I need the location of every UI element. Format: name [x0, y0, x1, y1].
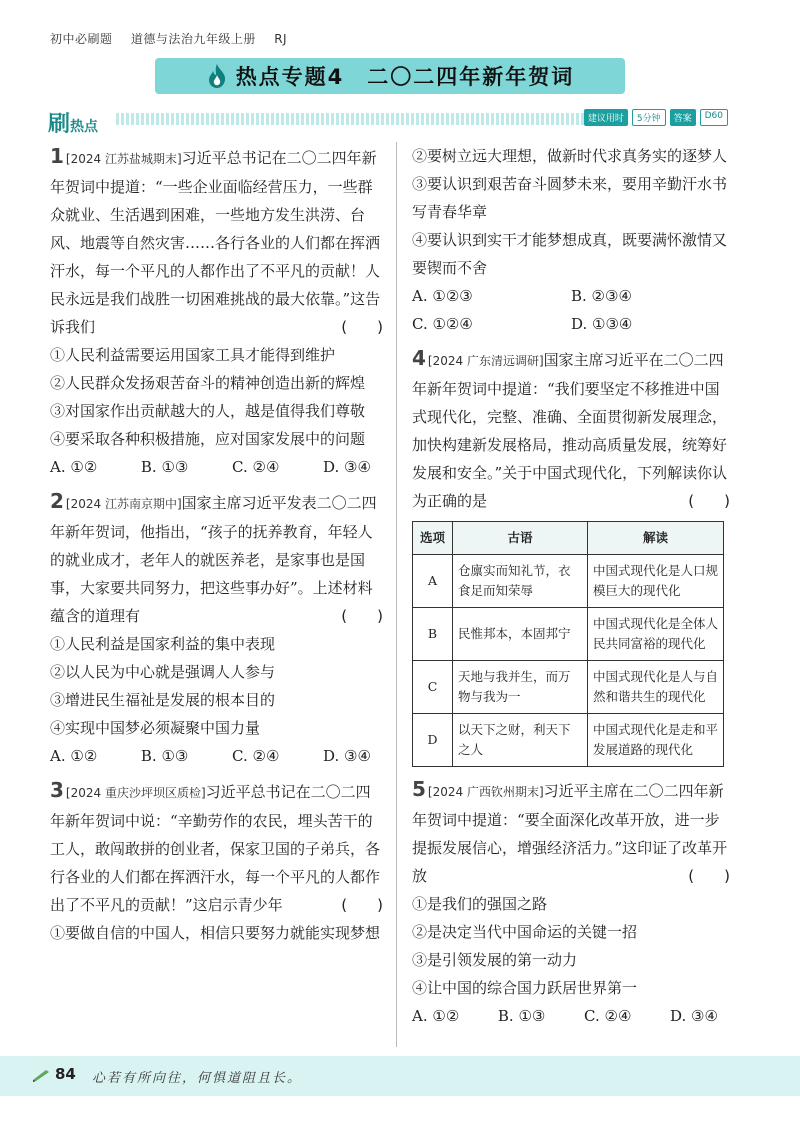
- pen-icon: [32, 1068, 52, 1082]
- running-head: [50, 30, 301, 47]
- answer-blank: ( ): [341, 607, 383, 625]
- choice-c: C. ②④: [232, 458, 280, 476]
- choice-grid: [412, 282, 730, 338]
- edition-tag: RJ: [274, 32, 288, 46]
- answer-blank: ( ): [341, 896, 383, 914]
- answer-blank: ( ): [688, 492, 730, 510]
- question-number: 4: [412, 346, 426, 370]
- answer-blank: ( ): [341, 318, 383, 336]
- table-cell-saying: 天地与我并生，而万物与我为一: [453, 661, 588, 714]
- question-number: 2: [50, 489, 64, 513]
- question-source: [2024 江苏南京期中]: [65, 497, 182, 511]
- question-stem: [50, 142, 383, 341]
- question-stem: [50, 487, 383, 630]
- left-column: [50, 142, 383, 949]
- table-row: [413, 555, 724, 608]
- time-value-badge: 5分钟: [632, 109, 666, 126]
- table-cell-interpretation: 中国式现代化是全体人民共同富裕的现代化: [588, 608, 724, 661]
- table-cell-option: C: [413, 661, 453, 714]
- answer-blank: ( ): [688, 867, 730, 885]
- question-stem: [50, 776, 383, 919]
- question-number: 1: [50, 144, 64, 168]
- choice-row: [50, 453, 383, 481]
- choice-d: D. ①③④: [571, 315, 633, 333]
- choice-b: B. ①③: [140, 458, 189, 476]
- right-column: [412, 142, 730, 1032]
- flame-icon: [206, 63, 228, 89]
- question-source: [2024 广西钦州期末]: [427, 785, 544, 799]
- choice-d: D. ③④: [323, 747, 371, 765]
- option-item: ①要做自信的中国人，相信只要努力就能实现梦想: [50, 924, 381, 942]
- choice-a: A. ①②: [50, 747, 98, 765]
- section-header: [48, 107, 728, 137]
- option-item: ②以人民为中心就是强调人人参与: [50, 663, 276, 681]
- answer-label-badge: 答案: [670, 109, 696, 126]
- question-number: 3: [50, 778, 64, 802]
- table-row: [413, 714, 724, 767]
- choice-a: A. ①②: [412, 1007, 460, 1025]
- page-title: 热点专题4 二〇二四年新年贺词: [235, 65, 575, 89]
- question-source: [2024 重庆沙坪坝区质检]: [65, 786, 206, 800]
- choice-d: D. ③④: [323, 458, 371, 476]
- question-source: [2024 江苏盐城期末]: [65, 152, 182, 166]
- question-4: [412, 344, 730, 767]
- series-name: 初中必刷题: [50, 32, 113, 46]
- table-header: 选项: [413, 522, 453, 555]
- table-header: 古语: [453, 522, 588, 555]
- question-5: [412, 775, 730, 1030]
- question-number: 5: [412, 777, 426, 801]
- option-item: ④要采取各种积极措施，应对国家发展中的问题: [50, 430, 366, 448]
- section-label: [48, 107, 98, 138]
- question-text: 习近平主席在二〇二四年新年贺词中提道：“要全面深化改革开放，进一步提振发展信心，增强经济活力。”这印证了改革开放: [412, 782, 728, 885]
- section-badges: [584, 109, 728, 126]
- section-label-small: 热点: [70, 119, 99, 135]
- option-item: ①人民利益需要运用国家工具才能得到维护: [50, 346, 336, 364]
- option-item: ③对国家作出贡献越大的人，越是值得我们尊敬: [50, 402, 366, 420]
- table-cell-interpretation: 中国式现代化是人与自然和谐共生的现代化: [588, 661, 724, 714]
- question-3: [50, 776, 383, 947]
- table-cell-interpretation: 中国式现代化是人口规模巨大的现代化: [588, 555, 724, 608]
- option-item: ①人民利益是国家利益的集中表现: [50, 635, 276, 653]
- choice-row: [50, 742, 383, 770]
- choice-b: B. ①③: [497, 1007, 546, 1025]
- footer-band: [0, 1056, 800, 1096]
- option-item: ③增进民生福祉是发展的根本目的: [50, 691, 276, 709]
- option-item: ②是决定当代中国命运的关键一招: [412, 923, 638, 941]
- table-cell-saying: 民惟邦本，本固邦宁: [453, 608, 588, 661]
- option-item: ④要认识到实干才能梦想成真，既要满怀激情又要锲而不舍: [412, 231, 728, 277]
- choice-a: A. ①②③: [412, 287, 473, 305]
- choice-row: [412, 1002, 730, 1030]
- question-2: [50, 487, 383, 770]
- question-stem: [412, 344, 730, 515]
- table-cell-option: B: [413, 608, 453, 661]
- question-text: 国家主席习近平在二〇二四年新年贺词中提道：“我们要坚定不移推进中国式现代化，完整、准确、全面贯彻新发展理念，加快构建新发展格局，推动高质量发展，统筹好发展和安全。”关于中国式现代化，下列解读你认为正确的是: [412, 351, 728, 510]
- table-row: [413, 608, 724, 661]
- option-item: ④实现中国梦必须凝聚中国力量: [50, 719, 261, 737]
- choice-c: C. ①②④: [412, 315, 473, 333]
- option-item: ④让中国的综合国力跃居世界第一: [412, 979, 638, 997]
- table-cell-saying: 仓廪实而知礼节，衣食足而知荣辱: [453, 555, 588, 608]
- choice-c: C. ②④: [584, 1007, 632, 1025]
- question-text: 习近平总书记在二〇二四年新年贺词中说：“辛勤劳作的农民，埋头苦干的工人，敢闯敢拼的创业者，保家卫国的子弟兵，各行各业的人们都在挥洒汗水，每一个平凡的人都作出了不平凡的贡献！”这启示青少年: [50, 783, 381, 914]
- section-divider-stripe: [116, 113, 616, 125]
- interpretation-table: [412, 521, 724, 767]
- table-cell-option: D: [413, 714, 453, 767]
- question-1: [50, 142, 383, 481]
- table-header-row: [413, 522, 724, 555]
- answer-page-badge: D60: [700, 109, 728, 126]
- question-text: 国家主席习近平发表二〇二四年新年贺词，他指出，“孩子的抚养教育，年轻人的就业成才，老年人的就医养老，是家事也是国事，大家要共同努力，把这些事办好”。上述材料蕴含的道理有: [50, 494, 377, 625]
- option-item: ②人民群众发扬艰苦奋斗的精神创造出新的辉煌: [50, 374, 366, 392]
- choice-b: B. ②③④: [571, 287, 632, 305]
- option-item: ①是我们的强国之路: [412, 895, 548, 913]
- question-stem: [412, 775, 730, 890]
- time-label-badge: 建议用时: [584, 109, 628, 126]
- question-text: 习近平总书记在二〇二四年新年贺词中提道：“一些企业面临经营压力，一些群众就业、生活遇到困难，一些地方发生洪涝、台风、地震等自然灾害……各行各业的人们都在挥洒汗水，每一个平凡的人都作出了不平凡的贡献！人民永远是我们战胜一切困难挑战的最大依靠。”这告诉我们: [50, 149, 381, 336]
- option-item: ③要认识到艰苦奋斗圆梦未来，要用辛勤汗水书写青春华章: [412, 175, 728, 221]
- choice-c: C. ②④: [232, 747, 280, 765]
- table-cell-option: A: [413, 555, 453, 608]
- page-number: 84: [55, 1065, 76, 1083]
- section-label-big: 刷: [48, 112, 71, 137]
- choice-b: B. ①③: [140, 747, 189, 765]
- question-3-continued: [412, 142, 730, 338]
- column-divider: [396, 142, 397, 1047]
- choice-d: D. ③④: [670, 1007, 718, 1025]
- question-source: [2024 广东清远调研]: [427, 354, 544, 368]
- topic-title-band: [155, 58, 625, 94]
- choice-a: A. ①②: [50, 458, 98, 476]
- table-row: [413, 661, 724, 714]
- table-header: 解读: [588, 522, 724, 555]
- option-item: ②要树立远大理想，做新时代求真务实的逐梦人: [412, 147, 728, 165]
- option-item: ③是引领发展的第一动力: [412, 951, 578, 969]
- table-cell-interpretation: 中国式现代化是走和平发展道路的现代化: [588, 714, 724, 767]
- subject-name: 道德与法治九年级上册: [130, 32, 256, 46]
- table-cell-saying: 以天下之财，利天下之人: [453, 714, 588, 767]
- footer-motto: 心若有所向往，何惧道阻且长。: [92, 1071, 303, 1086]
